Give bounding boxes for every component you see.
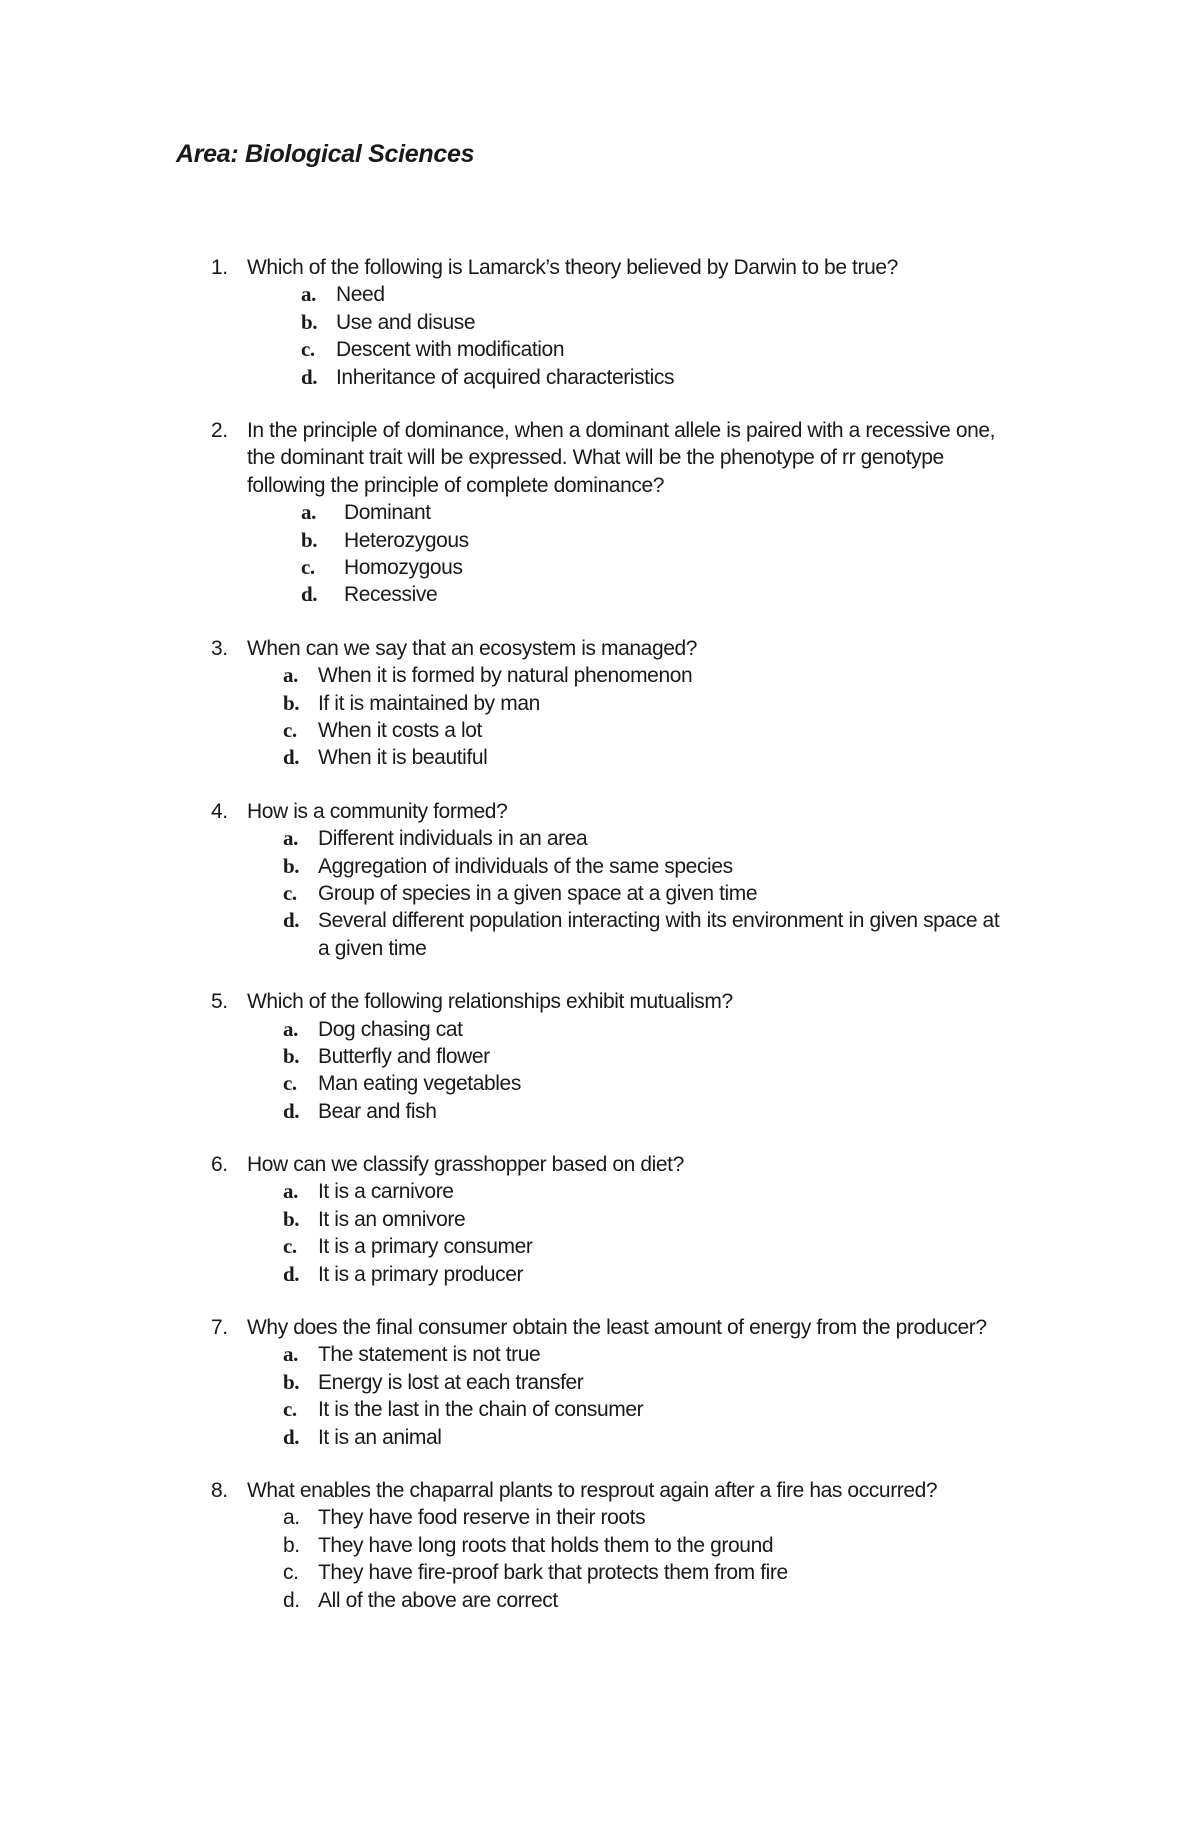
choice-d [0, 364, 1200, 391]
choice-list [0, 825, 1200, 962]
choice-text: Homozygous [344, 555, 463, 579]
choice-a [0, 1178, 1200, 1205]
choice-list [0, 1341, 1200, 1451]
choice-d [0, 1098, 1200, 1125]
choice-letter: a. [283, 1506, 300, 1530]
choice-a [0, 662, 1200, 689]
choice-text: Energy is lost at each transfer [318, 1370, 584, 1394]
choice-d [0, 744, 1200, 771]
question-list [0, 254, 1200, 1640]
choice-text: Use and disuse [336, 310, 476, 334]
choice-letter: b. [283, 853, 300, 878]
choice-letter: a. [283, 1016, 298, 1041]
choice-letter: c. [283, 1234, 297, 1259]
choice-letter: d. [301, 364, 318, 389]
choice-list [0, 281, 1200, 391]
choice-text: They have fire-proof bark that protects them from fire [318, 1561, 788, 1585]
choice-b [0, 527, 1200, 554]
choice-b [0, 1369, 1200, 1396]
question-text: In the principle of dominance, when a dominant allele is paired with a recessive one, the dominant trait will be expressed. What will be the phenotype of rr genotype following the principle of complete dominance? [247, 418, 996, 497]
choice-text: It is a primary consumer [318, 1235, 533, 1259]
choice-list [0, 1178, 1200, 1288]
choice-letter: b. [301, 527, 318, 552]
choice-letter: b. [301, 309, 318, 334]
choice-b [0, 309, 1200, 336]
choice-list [0, 662, 1200, 772]
choice-b [0, 1206, 1200, 1233]
question-6 [0, 1151, 1200, 1288]
choice-letter: a. [283, 1179, 298, 1204]
choice-letter: c. [283, 717, 297, 742]
choice-text: It is an omnivore [318, 1207, 466, 1231]
question-8 [0, 1477, 1200, 1614]
choice-letter: d. [301, 582, 318, 607]
choice-c [0, 1233, 1200, 1260]
question-7 [0, 1314, 1200, 1451]
choice-letter: b. [283, 690, 300, 715]
choice-b [0, 1532, 1200, 1559]
choice-letter: d. [283, 1098, 300, 1123]
choice-text: Bear and fish [318, 1099, 437, 1123]
choice-list [0, 1504, 1200, 1614]
choice-letter: a. [301, 282, 316, 307]
choice-d [0, 907, 1200, 962]
area-title: Area: Biological Sciences [176, 140, 475, 168]
choice-c [0, 1070, 1200, 1097]
question-number: 6. [211, 1153, 228, 1177]
choice-a [0, 1504, 1200, 1531]
choice-letter: c. [283, 1397, 297, 1422]
choice-letter: c. [301, 554, 315, 579]
question-number: 5. [211, 990, 228, 1014]
choice-a [0, 1341, 1200, 1368]
choice-a [0, 1016, 1200, 1043]
choice-letter: b. [283, 1369, 300, 1394]
choice-text: Inheritance of acquired characteristics [336, 365, 675, 389]
choice-text: When it is formed by natural phenomenon [318, 664, 693, 688]
question-3 [0, 635, 1200, 772]
choice-b [0, 690, 1200, 717]
choice-text: It is the last in the chain of consumer [318, 1398, 644, 1422]
question-4 [0, 798, 1200, 962]
choice-a [0, 825, 1200, 852]
question-number: 8. [211, 1479, 228, 1503]
choice-letter: c. [283, 1071, 297, 1096]
choice-text: If it is maintained by man [318, 691, 540, 715]
choice-text: Heterozygous [344, 528, 469, 552]
choice-list [0, 499, 1200, 609]
choice-letter: d. [283, 908, 300, 933]
question-text: When can we say that an ecosystem is managed? [247, 636, 698, 660]
choice-text: Different individuals in an area [318, 827, 588, 851]
choice-a [0, 281, 1200, 308]
choice-letter: b. [283, 1043, 300, 1068]
choice-c [0, 880, 1200, 907]
choice-list [0, 1016, 1200, 1126]
choice-letter: a. [283, 826, 298, 851]
choice-a [0, 499, 1200, 526]
choice-text: Dominant [344, 501, 431, 525]
choice-text: They have food reserve in their roots [318, 1506, 646, 1530]
question-number: 2. [211, 418, 228, 442]
choice-letter: d. [283, 745, 300, 770]
question-1 [0, 254, 1200, 391]
choice-text: Dog chasing cat [318, 1017, 463, 1041]
question-number: 4. [211, 799, 228, 823]
choice-d [0, 1424, 1200, 1451]
choice-b [0, 1043, 1200, 1070]
choice-b [0, 853, 1200, 880]
question-text: Why does the final consumer obtain the least amount of energy from the producer? [247, 1316, 987, 1340]
question-text: Which of the following relationships exhibit mutualism? [247, 990, 733, 1014]
choice-letter: c. [283, 880, 297, 905]
choice-d [0, 1587, 1200, 1614]
choice-c [0, 717, 1200, 744]
choice-text: Recessive [344, 583, 438, 607]
choice-text: The statement is not true [318, 1343, 541, 1367]
choice-c [0, 336, 1200, 363]
choice-text: It is an animal [318, 1425, 442, 1449]
choice-text: When it costs a lot [318, 718, 482, 742]
choice-text: They have long roots that holds them to the ground [318, 1533, 774, 1557]
choice-text: Aggregation of individuals of the same species [318, 854, 733, 878]
choice-letter: c. [301, 337, 315, 362]
choice-c [0, 554, 1200, 581]
choice-text: Need [336, 283, 385, 307]
choice-letter: a. [283, 1342, 298, 1367]
choice-text: Butterfly and flower [318, 1044, 490, 1068]
question-text: How can we classify grasshopper based on diet? [247, 1153, 684, 1177]
choice-d [0, 581, 1200, 608]
question-text: What enables the chaparral plants to resprout again after a fire has occurred? [247, 1479, 938, 1503]
choice-text: Group of species in a given space at a given time [318, 881, 758, 905]
choice-c [0, 1559, 1200, 1586]
choice-text: Man eating vegetables [318, 1072, 521, 1096]
choice-d [0, 1261, 1200, 1288]
question-5 [0, 988, 1200, 1125]
question-2 [0, 417, 1200, 609]
choice-letter: c. [283, 1561, 299, 1585]
choice-letter: a. [301, 500, 316, 525]
question-number: 1. [211, 256, 228, 279]
question-text: Which of the following is Lamarck’s theory believed by Darwin to be true? [247, 256, 898, 279]
choice-c [0, 1396, 1200, 1423]
choice-text: It is a carnivore [318, 1180, 454, 1204]
question-text: How is a community formed? [247, 799, 508, 823]
choice-text: It is a primary producer [318, 1262, 524, 1286]
choice-letter: a. [283, 663, 298, 688]
choice-text: Several different population interacting with its environment in given space at a given time [318, 909, 1000, 960]
question-number: 3. [211, 636, 228, 660]
choice-text: All of the above are correct [318, 1588, 558, 1612]
choice-letter: b. [283, 1533, 300, 1557]
choice-text: Descent with modification [336, 338, 565, 362]
choice-letter: d. [283, 1588, 300, 1612]
choice-letter: d. [283, 1424, 300, 1449]
question-number: 7. [211, 1316, 228, 1340]
choice-letter: b. [283, 1206, 300, 1231]
choice-text: When it is beautiful [318, 746, 488, 770]
choice-letter: d. [283, 1261, 300, 1286]
